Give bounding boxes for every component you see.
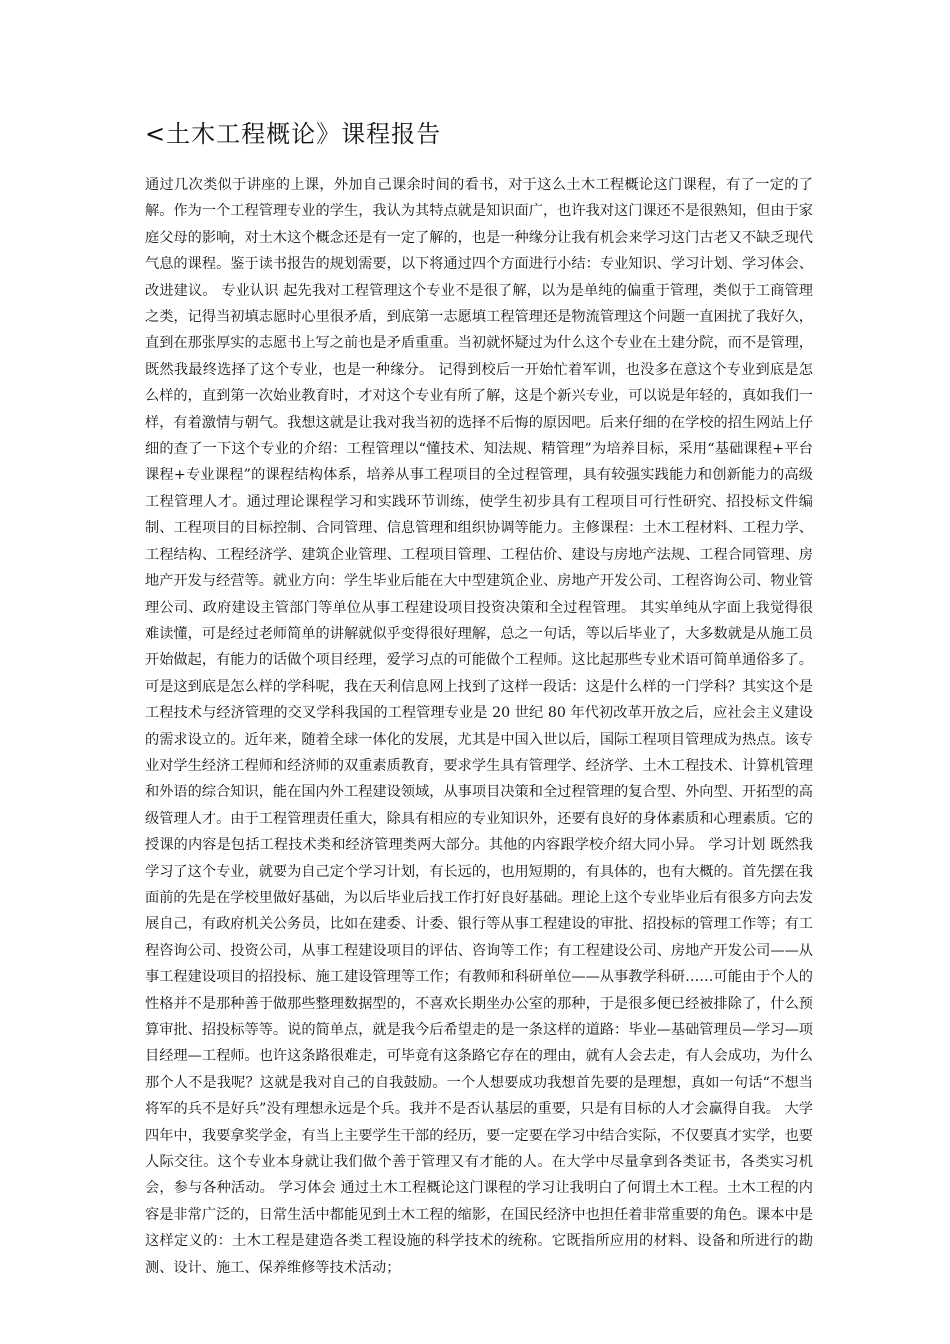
document-page xyxy=(145,118,813,1281)
document-title: <土木工程概论》课程报告 xyxy=(145,120,442,148)
document-body: 通过几次类似于讲座的上课，外加自己课余时间的看书，对于这么土木工程概论这门课程，有了一定的了解。作为一个工程管理专业的学生，我认为其特点就是知识面广，也许我对这门课还不是很熟知，但由于家庭父母的影响，对土木这个概念还是有一定了解的，也是一种缘分让我有机会来学习这门古老又不缺乏现代气息的课程。鉴于读书报告的规划需要，以下将通过四个方面进行小结：专业知识、学习计划、学习体会、改进建议。 专业认识 起先我对工程管理这个专业不是很了解，以为是单纯的偏重于管理，类似于工商管理之类，记得当初填志愿时心里很矛盾，到底第一志愿填工程管理还是物流管理这个问题一直困扰了我好久，直到在那张厚实的志愿书上写之前也是矛盾重重。当初就怀疑过为什么这个专业在土建分院，而不是管理，既然我最终选择了这个专业，也是一种缘分。 记得到校后一开始忙着军训，也没多在意这个专业到底是怎么样的，直到第一次始业教育时，才对这个专业有所了解，这是个新兴专业，可以说是年轻的，真如我们一样，有着激情与朝气。我想这就是让我对我当初的选择不后悔的原因吧。后来仔细的在学校的招生网站上仔细的查了一下这个专业的介绍：工程管理以“懂技术、知法规、精管理”为培养目标，采用“基础课程+平台课程+专业课程”的课程结构体系，培养从事工程项目的全过程管理，具有较强实践能力和创新能力的高级工程管理人才。通过理论课程学习和实践环节训练，使学生初步具有工程项目可行性研究、招投标文件编制、工程项目的目标控制、合同管理、信息管理和组织协调等能力。主修课程：土木工程材料、工程力学、工程结构、工程经济学、建筑企业管理、工程项目管理、工程估价、建设与房地产法规、工程合同管理、房地产开发与经营等。就业方向：学生毕业后能在大中型建筑企业、房地产开发公司、工程咨询公司、物业管理公司、政府建设主管部门等单位从事工程建设项目投资决策和全过程管理。 其实单纯从字面上我觉得很难读懂，可是经过老师简单的讲解就似乎变得很好理解，总之一句话，等以后毕业了，大多数就是从施工员开始做起，有能力的话做个项目经理，爱学习点的可能做个工程师。这比起那些专业术语可简单通俗多了。 可是这到底是怎么样的学科呢，我在天利信息网上找到了这样一段话：这是什么样的一门学科？其实这个是工程技术与经济管理的交叉学科我国的工程管理专业是 20 世纪 80 年代初改革开放之后，应社会主义建设的需求设立的。近年来，随着全球一体化的发展，尤其是中国入世以后，国际工程项目管理成为热点。该专业对学生经济工程师和经济师的双重素质教育，要求学生具有管理学、经济学、土木工程技术、计算机管理和外语的综合知识，能在国内外工程建设领域，从事项目决策和全过程管理的复合型、外向型、开拓型的高级管理人才。由于工程管理责任重大，除具有相应的专业知识外，还要有良好的身体素质和心理素质。它的授课的内容是包括工程技术类和经济管理类两大部分。其他的内容跟学校介绍大同小异。 学习计划 既然我学习了这个专业，就要为自己定个学习计划，有长远的，也用短期的，有具体的，也有大概的。首先摆在我面前的先是在学校里做好基础，为以后毕业后找工作打好良好基础。理论上这个专业毕业后有很多方向去发展自己，有政府机关公务员，比如在建委、计委、银行等从事工程建设的审批、招投标的管理工作等；有工程咨询公司、投资公司，从事工程建设项目的评估、咨询等工作；有工程建设公司、房地产开发公司——从事工程建设项目的招投标、施工建设管理等工作；有教师和科研单位——从事教学科研……可能由于个人的性格并不是那种善于做那些整理数据型的，不喜欢长期坐办公室的那种，于是很多便已经被排除了，什么预算审批、招投标等等。说的简单点，就是我今后希望走的是一条这样的道路：毕业—基础管理员—学习—项目经理—工程师。也许这条路很难走，可毕竟有这条路它存在的理由，就有人会去走，有人会成功，为什么那个人不是我呢？这就是我对自己的自我鼓励。一个人想要成功我想首先要的是理想，真如一句话“不想当将军的兵不是好兵”没有理想永远是个兵。我并不是否认基层的重要，只是有目标的人才会赢得自我。 大学四年中，我要拿奖学金，有当上主要学生干部的经历，要一定要在学习中结合实际，不仅要真才实学，也要人际交往。这个专业本身就让我们做个善于管理又有才能的人。在大学中尽量拿到各类证书，各类实习机会，参与各种活动。 学习体会 通过土木工程概论这门课程的学习让我明白了何谓土木工程。土木工程的内容是非常广泛的，日常生活中都能见到土木工程的缩影，在国民经济中也担任着非常重要的角色。课本中是这样定义的：土木工程是建造各类工程设施的科学技术的统称。它既指所应用的材料、设备和所进行的勘测、设计、施工、保养维修等技术活动； xyxy=(145,177,813,1276)
